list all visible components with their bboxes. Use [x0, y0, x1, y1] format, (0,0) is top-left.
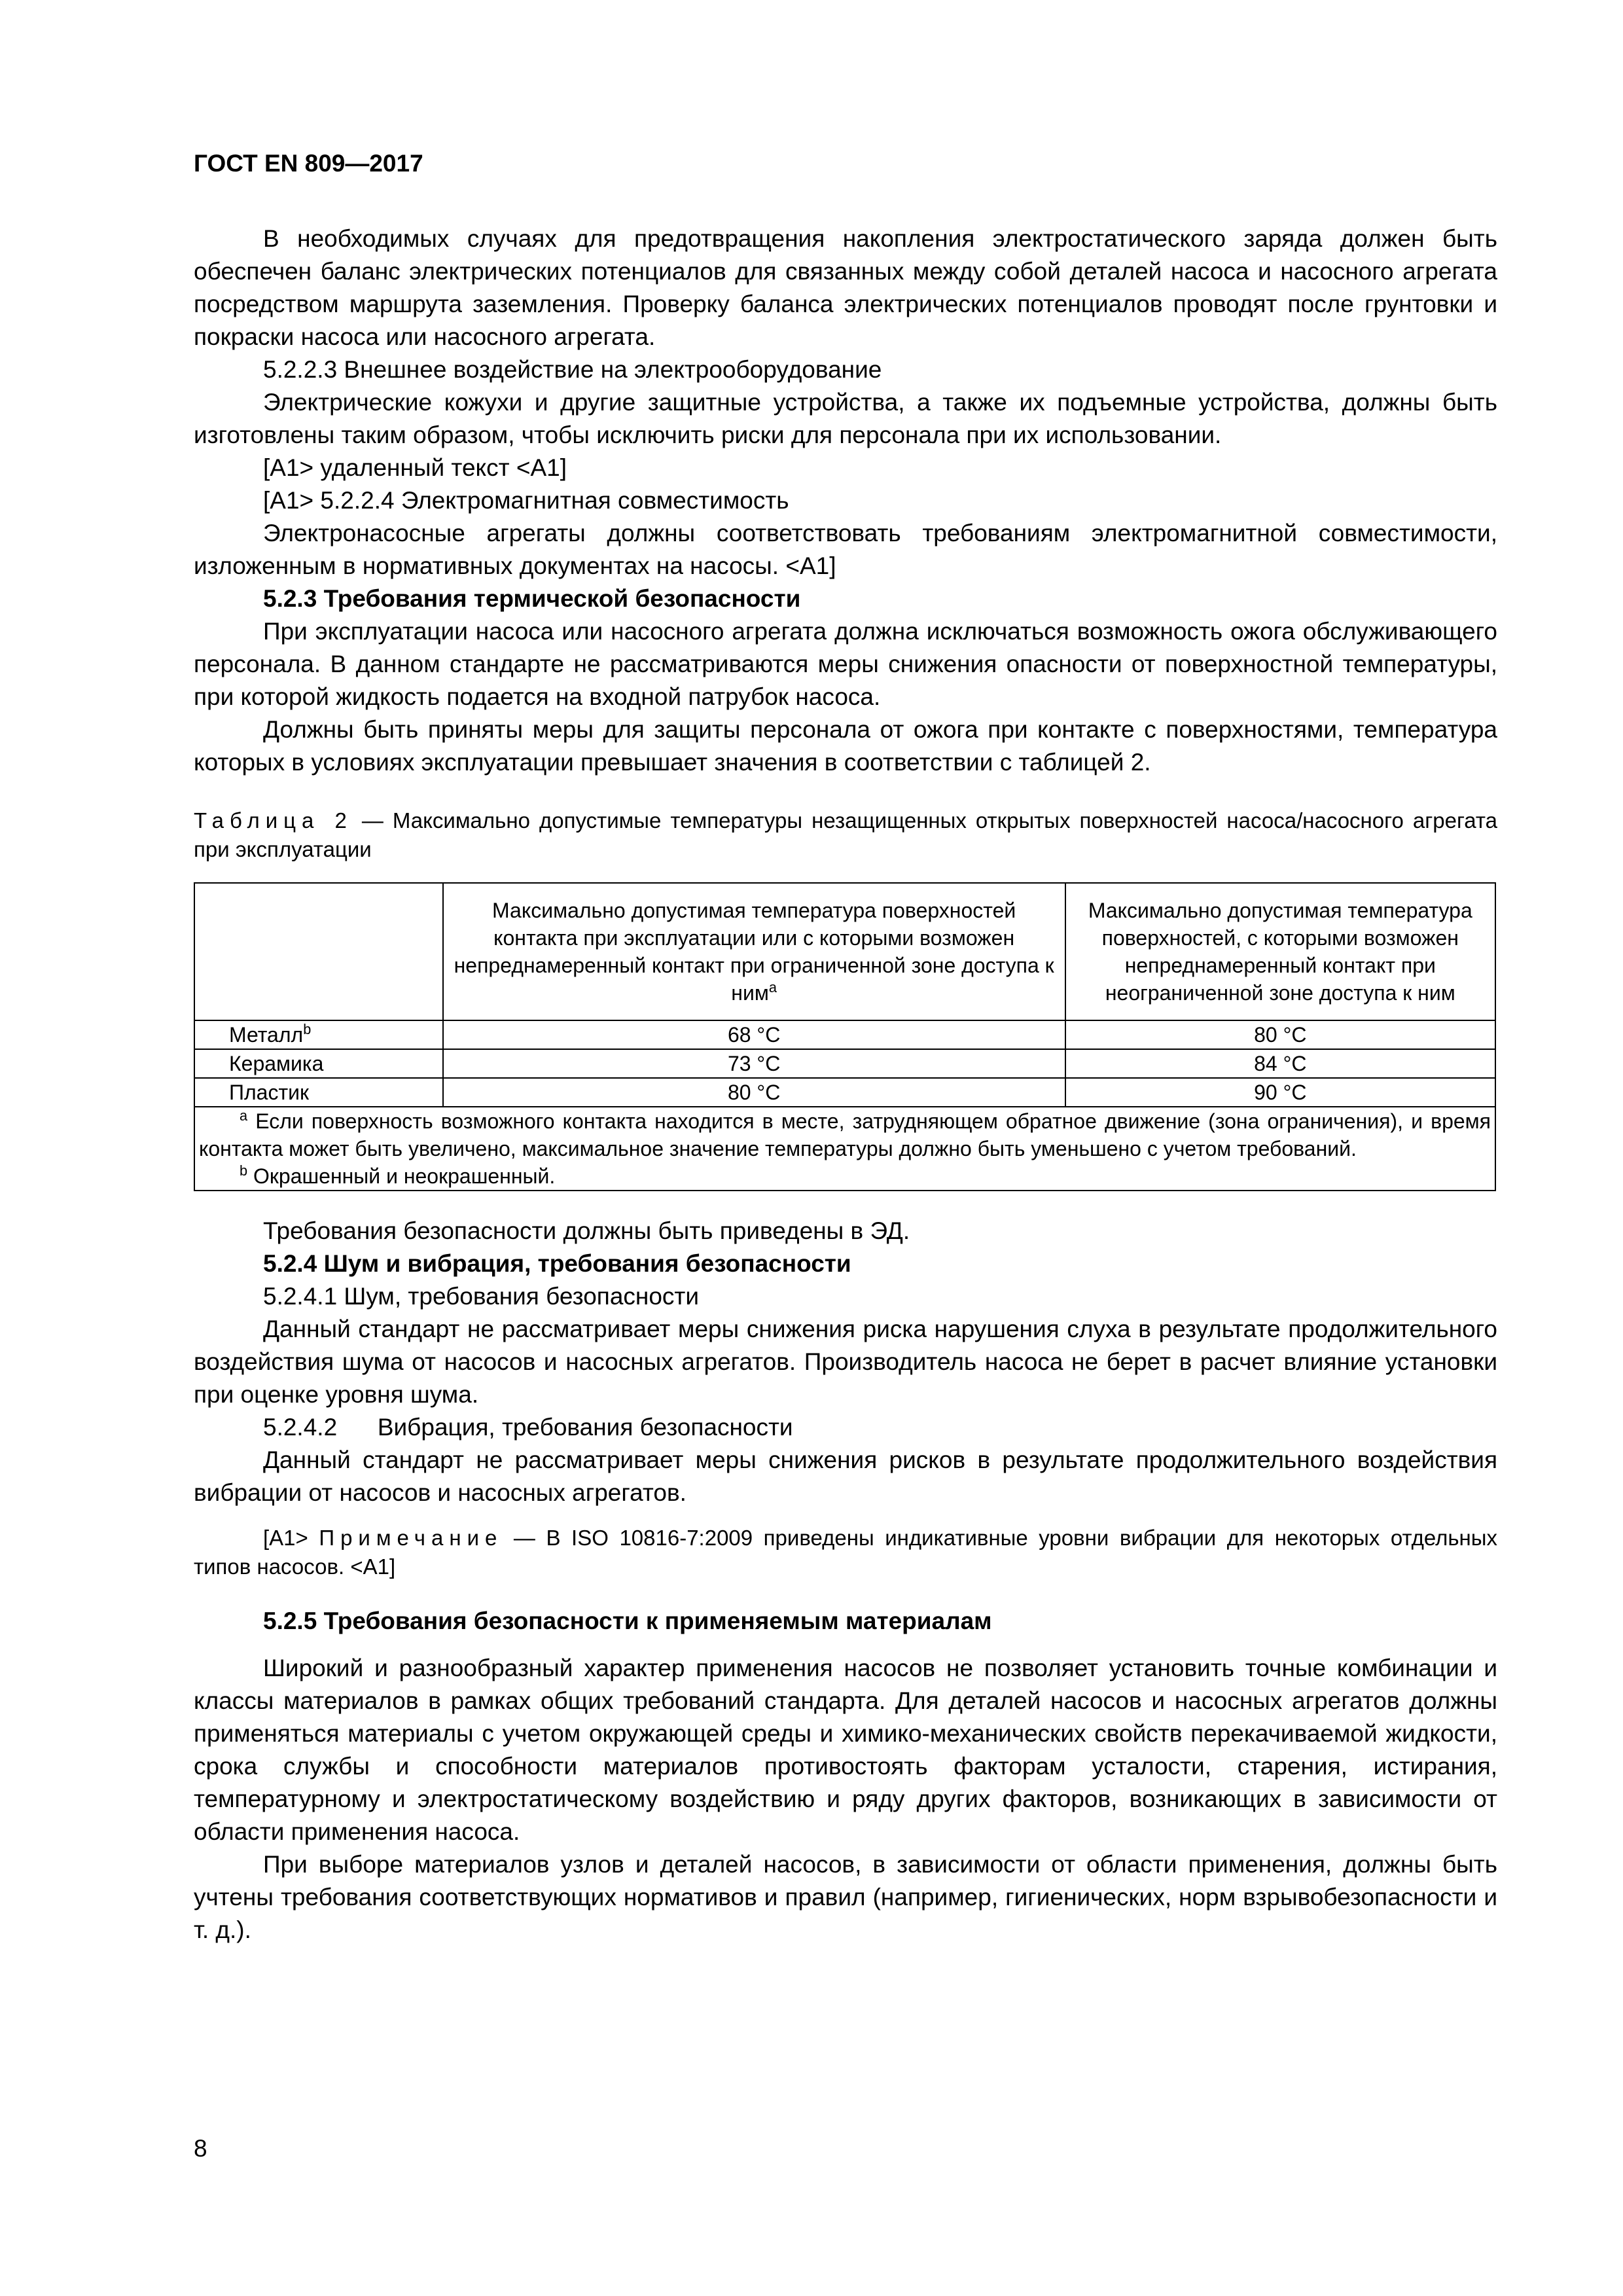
section-heading: 5.2.3 Требования термической безопасности: [263, 585, 801, 612]
table-cell-limited: 80 °C: [443, 1078, 1065, 1107]
paragraph: При эксплуатации насоса или насосного агрегата должна исключаться возможность ожога обслуживающего персонала. В данном стандарте не рассматриваются меры снижения опасности от поверхностной температуры, при которой жидкость подается на входной патрубок насоса.: [194, 618, 1497, 710]
table-cell-unlimited: 80 °C: [1065, 1020, 1495, 1049]
table-caption-label: Таблица 2: [194, 808, 353, 833]
clause-heading: [A1> 5.2.2.4 Электромагнитная совместимость: [263, 487, 789, 514]
table-cell-unlimited: 84 °C: [1065, 1049, 1495, 1078]
table-header-unlimited: Максимально допустимая температура поверхностей, с которыми возможен непреднамеренный контакт при неограниченной зоне доступа к ним: [1065, 883, 1495, 1020]
clause-heading: 5.2.4.2 Вибрация, требования безопасности: [263, 1414, 793, 1441]
paragraph: В необходимых случаях для предотвращения накопления электростатического заряда должен быть обеспечен баланс электрических потенциалов для связанных между собой деталей насоса и насосного агрегата посредством маршрута заземления. Проверку баланса электрических потенциалов проводят после грунтовки и покраски насоса или насосного агрегата.: [194, 225, 1497, 350]
table-cell-unlimited: 90 °C: [1065, 1078, 1495, 1107]
table-row: [194, 1049, 1495, 1078]
document-body: [194, 223, 1497, 1946]
table-row: [194, 1020, 1495, 1049]
paragraph: Электронасосные агрегаты должны соответствовать требованиям электромагнитной совместимости, изложенным в нормативных документах на насосы. <A1]: [194, 520, 1497, 579]
note-label: Примечание: [319, 1526, 503, 1550]
note-text: — В ISO 10816-7:2009 приведены индикативные уровни вибрации для некоторых отдельных типов насосов. <A1]: [194, 1526, 1497, 1579]
table-cell-material: Пластик: [194, 1078, 443, 1107]
section-heading: 5.2.4 Шум и вибрация, требования безопасности: [263, 1250, 851, 1277]
table-row: [194, 1078, 1495, 1107]
table-cell-material: Металл$^b$: [194, 1020, 443, 1049]
amendment-text: [A1> удаленный текст <A1]: [263, 454, 567, 481]
table-cell-limited: 73 °C: [443, 1049, 1065, 1078]
table-footnotes: [194, 1107, 1495, 1191]
document-header: ГОСТ EN 809—2017: [194, 150, 423, 177]
table-header-empty: [194, 883, 443, 1020]
paragraph: Должны быть приняты меры для защиты персонала от ожога при контакте с поверхностями, температура которых в условиях эксплуатации превышает значения в соответствии с таблицей 2.: [194, 716, 1497, 776]
table-caption-text: — Максимально допустимые температуры незащищенных открытых поверхностей насоса/насосного агрегата при эксплуатации: [194, 808, 1497, 861]
table-header-row: [194, 883, 1495, 1020]
paragraph: Требования безопасности должны быть приведены в ЭД.: [263, 1217, 910, 1244]
paragraph: Данный стандарт не рассматривает меры снижения рисков в результате продолжительного воздействия вибрации от насосов и насосных агрегатов.: [194, 1446, 1497, 1506]
note-prefix: [A1>: [263, 1526, 319, 1550]
footnote-b: $^b$ Окрашенный и неокрашенный.: [240, 1162, 556, 1188]
note: [194, 1524, 1497, 1581]
temperature-table: [194, 882, 1496, 1191]
footnote-a: $^a$ Если поверхность возможного контакта находится в месте, затрудняющем обратное движение (зона ограничения), и время контакта может быть увеличено, максимальное значение температуры должно быть уменьшено с учетом требований.: [199, 1107, 1491, 1160]
table-cell-limited: 68 °C: [443, 1020, 1065, 1049]
paragraph: При выборе материалов узлов и деталей насосов, в зависимости от области применения, должны быть учтены требования соответствующих нормативов и правил (например, гигиенических, норм взрывобезопасности и т. д.).: [194, 1851, 1497, 1943]
paragraph: Широкий и разнообразный характер применения насосов не позволяет установить точные комбинации и классы материалов в рамках общих требований стандарта. Для деталей насосов и насосных агрегатов должны применяться материалы с учетом окружающей среды и химико-механических свойств перекачиваемой жидкости, срока службы и способности материалов противостоять факторам усталости, старения, истирания, температурному и электростатическому воздействию и ряду других факторов, возникающих в зависимости от области применения насоса.: [194, 1655, 1497, 1845]
paragraph: Данный стандарт не рассматривает меры снижения риска нарушения слуха в результате продолжительного воздействия шума от насосов и насосных агрегатов. Производитель насоса не берет в расчет влияние установки при оценке уровня шума.: [194, 1316, 1497, 1408]
table-header-limited: Максимально допустимая температура поверхностей контакта при эксплуатации или с которыми возможен непреднамеренный контакт при ограниченной зоне доступа к ним$^a$: [443, 883, 1065, 1020]
page-number: 8: [194, 2135, 207, 2162]
clause-heading: 5.2.2.3 Внешнее воздействие на электрооборудование: [263, 356, 882, 383]
paragraph: Электрические кожухи и другие защитные устройства, а также их подъемные устройства, должны быть изготовлены таким образом, чтобы исключить риски для персонала при их использовании.: [194, 389, 1497, 448]
table-footnotes-row: [194, 1107, 1495, 1191]
table-caption: [194, 806, 1497, 864]
clause-heading: 5.2.4.1 Шум, требования безопасности: [263, 1283, 700, 1310]
section-heading: 5.2.5 Требования безопасности к применяемым материалам: [263, 1607, 992, 1634]
table-cell-material: Керамика: [194, 1049, 443, 1078]
